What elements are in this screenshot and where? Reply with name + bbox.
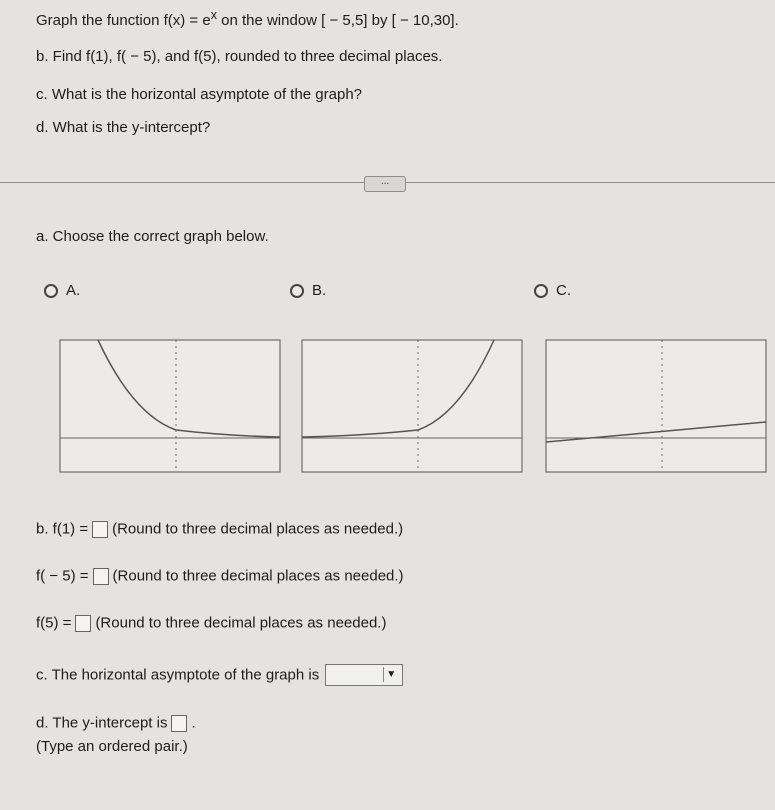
f1-row xyxy=(36,520,403,538)
part-c-row xyxy=(36,664,403,686)
part-a-prompt: a. Choose the correct graph below. xyxy=(36,228,269,245)
graph-option-c[interactable] xyxy=(544,330,768,474)
fm5-label: f( − 5) = xyxy=(36,567,89,585)
f1-hint: (Round to three decimal places as needed.) xyxy=(112,520,404,538)
f5-row xyxy=(36,614,386,632)
question-a xyxy=(36,8,459,29)
fm5-input[interactable] xyxy=(93,568,109,585)
option-b-label: B. xyxy=(312,282,327,299)
part-d-hint: (Type an ordered pair.) xyxy=(36,738,188,755)
part-d-row xyxy=(36,714,196,732)
option-b[interactable] xyxy=(290,282,326,299)
f1-input[interactable] xyxy=(92,521,108,538)
part-d-text: d. The y-intercept is xyxy=(36,714,168,732)
question-a-window: on the window [ − 5,5] by [ − 10,30]. xyxy=(216,12,459,29)
asymptote-dropdown[interactable] xyxy=(325,664,403,686)
question-a-text: Graph the function f(x) = e xyxy=(36,12,211,29)
option-c-label: C. xyxy=(556,282,571,299)
option-a-label: A. xyxy=(66,282,81,299)
fm5-hint: (Round to three decimal places as needed.) xyxy=(112,567,404,585)
graph-option-b[interactable] xyxy=(300,330,524,474)
option-c[interactable] xyxy=(534,282,571,299)
f5-label: f(5) = xyxy=(36,614,72,632)
f5-input[interactable] xyxy=(75,615,91,632)
question-c: c. What is the horizontal asymptote of the graph? xyxy=(36,86,363,103)
option-c-radio[interactable] xyxy=(534,284,548,298)
part-c-text: c. The horizontal asymptote of the graph is xyxy=(36,666,320,684)
f5-hint: (Round to three decimal places as needed.) xyxy=(95,614,387,632)
part-d-suffix: . xyxy=(191,714,196,732)
question-b: b. Find f(1), f( − 5), and f(5), rounded to three decimal places. xyxy=(36,48,443,65)
option-b-radio[interactable] xyxy=(290,284,304,298)
graph-option-a[interactable] xyxy=(58,330,282,474)
question-d: d. What is the y-intercept? xyxy=(36,119,211,136)
f1-label: b. f(1) = xyxy=(36,520,89,538)
chevron-down-icon: ▼ xyxy=(383,667,398,682)
fm5-row xyxy=(36,567,404,585)
y-intercept-input[interactable] xyxy=(171,715,187,732)
option-a-radio[interactable] xyxy=(44,284,58,298)
option-a[interactable] xyxy=(44,282,80,299)
exponent: x xyxy=(210,8,217,22)
more-button[interactable]: ... xyxy=(364,176,406,192)
